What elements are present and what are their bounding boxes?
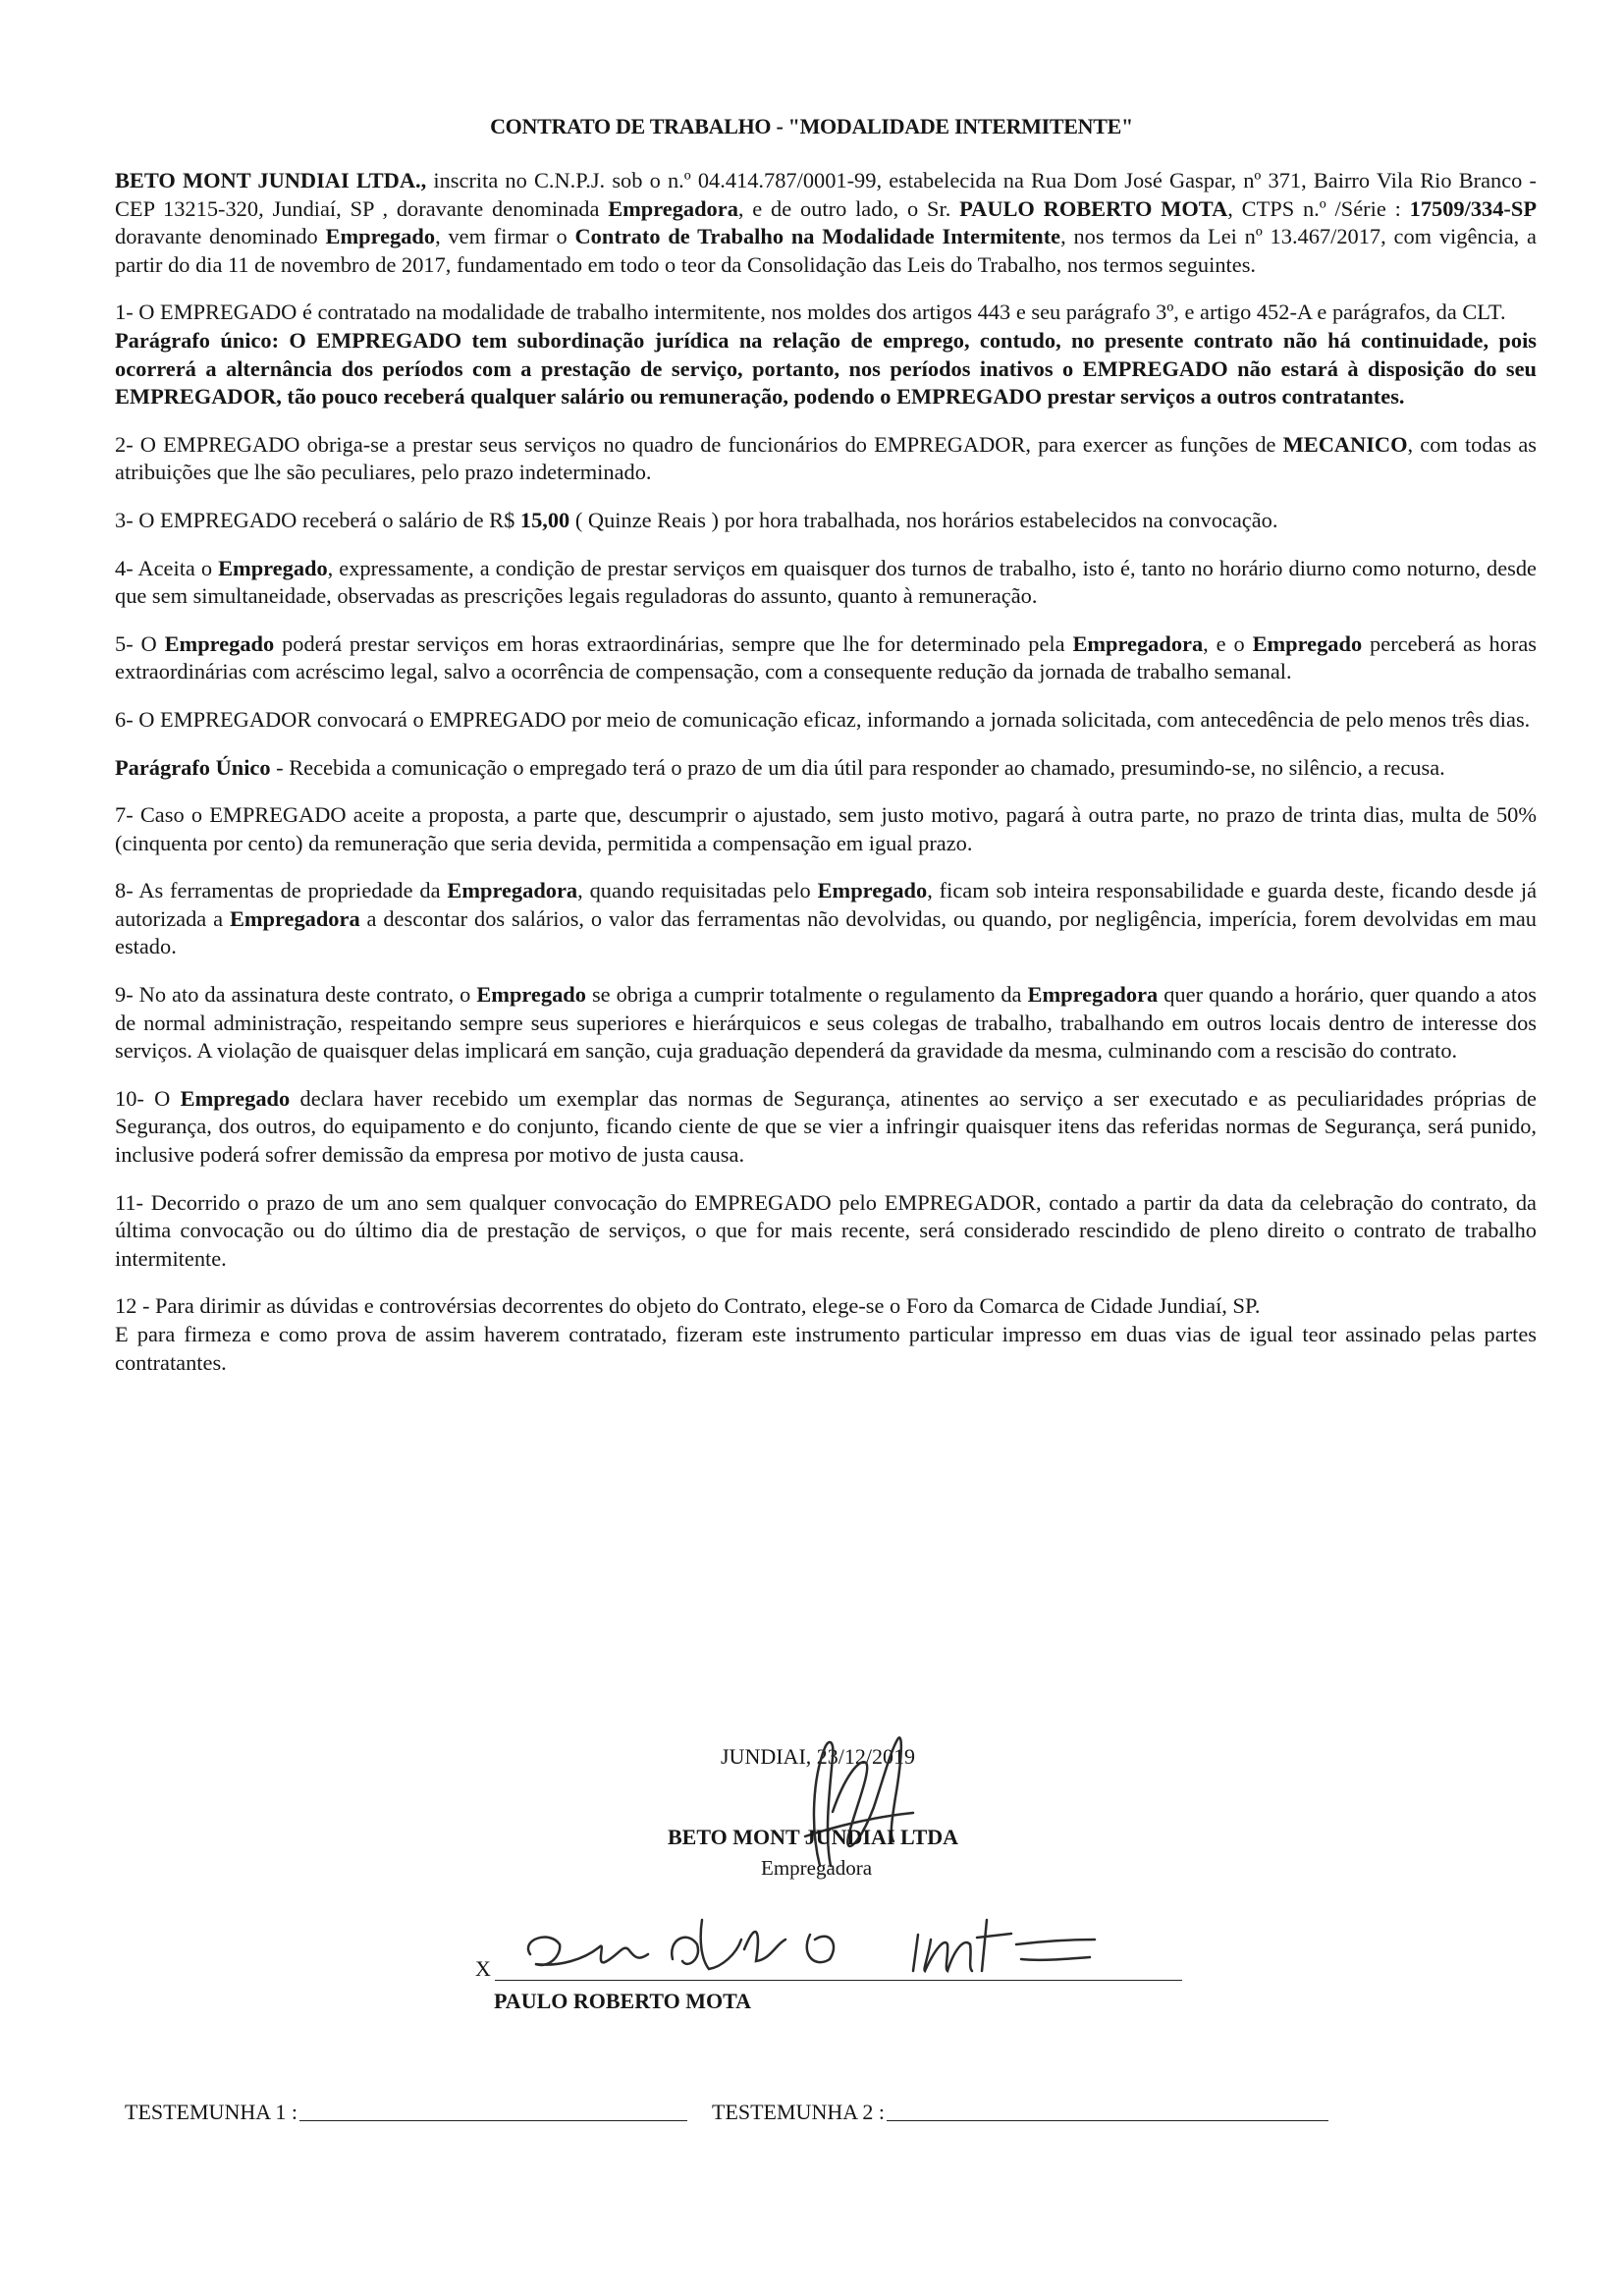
clause-7: 7- Caso o EMPREGADO aceite a proposta, a parte que, descumprir o ajustado, sem justo motivo, pagará à outra parte, no prazo de trinta dias, multa de 50% (cinquenta por cento) da remuneração que seria devida, permitida a compensação em igual prazo. bbox=[115, 802, 1537, 855]
preamble: BETO MONT JUNDIAI LTDA., inscrita no C.N.P.J. sob o n.º 04.414.787/0001-99, estabelecida na Rua Dom José Gaspar, nº 371, Bairro Vila Rio Branco - CEP 13215-320, Jundiaí, SP , doravante denominada Empregadora, e de outro lado, o Sr. PAULO ROBERTO MOTA, CTPS n.º /Série : 17509/334-SP doravante denominado Empregado, vem firmar o Contrato de Trabalho na Modalidade Intermitente, nos termos da Lei nº 13.467/2017, com vigência, a partir do dia 11 de novembro de 2017, fundamentado em todo o teor da Consolidação das Leis do Trabalho, nos termos seguintes. bbox=[115, 168, 1537, 277]
clause-3: 3- O EMPREGADO receberá o salário de R$ 15,00 ( Quinze Reais ) por hora trabalhada, nos horários estabelecidos na convocação. bbox=[115, 507, 1278, 532]
employee-name: PAULO ROBERTO MOTA bbox=[959, 195, 1228, 221]
document-title: CONTRATO DE TRABALHO - "MODALIDADE INTERMITENTE" bbox=[490, 114, 1133, 138]
clause-6: 6- O EMPREGADOR convocará o EMPREGADO por meio de comunicação eficaz, informando a jornada solicitada, com antecedência de pelo menos três dias. bbox=[115, 706, 1531, 732]
witness-1 bbox=[125, 2100, 687, 2125]
contract-body bbox=[115, 167, 1537, 1396]
employee-signature-line bbox=[495, 1980, 1182, 1981]
clause-9: 9- No ato da assinatura deste contrato, o Empregado se obriga a cumprir totalmente o regulamento da Empregadora quer quando a horário, quer quando a atos de normal administração, respeitando sempre seus superiores e hierárquicos e seus colegas de trabalho, trabalhando em outros locais dentro de interesse dos serviços. A violação de quaisquer delas implicará em sanção, cuja graduação dependerá da gravidade da mesma, culminando com a rescisão do contrato. bbox=[115, 982, 1537, 1064]
clause-10: 10- O Empregado declara haver recebido um exemplar das normas de Segurança, atinentes ao serviço a ser executado e as peculiaridades próprias de Segurança, dos outros, do equipamento e do conjunto, ficando ciente de que se vier a infringir quaisquer itens das referidas normas de Segurança, será punido, inclusive poderá sofrer demissão da empresa por motivo de justa causa. bbox=[115, 1085, 1537, 1168]
witness-2-label: TESTEMUNHA 2 : bbox=[712, 2100, 885, 2124]
witness-1-signature-line bbox=[299, 2120, 687, 2121]
employee-signature-icon bbox=[491, 1900, 1100, 1989]
clause-8: 8- As ferramentas de propriedade da Empregadora, quando requisitadas pelo Empregado, ficam sob inteira responsabilidade e guarda deste, ficando desde já autorizada a Empregadora a descontar dos salários, o valor das ferramentas não devolvidas, ou quando, por negligência, imperícia, forem devolvidas em mau estado. bbox=[115, 878, 1538, 959]
witness-2 bbox=[712, 2100, 1328, 2125]
witness-2-signature-line bbox=[887, 2120, 1328, 2121]
job-role: MECANICO bbox=[1282, 431, 1408, 457]
contract-name: Contrato de Trabalho na Modalidade Intermitente bbox=[574, 224, 1061, 249]
salary-value: 15,00 bbox=[519, 507, 570, 532]
clause-11: 11- Decorrido o prazo de um ano sem qualquer convocação do EMPREGADO pelo EMPREGADOR, contado a partir da data da celebração do contrato, da última convocação ou do último dia de prestação de serviços, o que for mais recente, será considerado rescindido de pleno direito o contrato de trabalho intermitente. bbox=[115, 1189, 1537, 1271]
employer-signature-name: BETO MONT JUNDIAI LTDA bbox=[668, 1825, 959, 1849]
clause-6-paragraph: Parágrafo Único - Recebida a comunicação o empregado terá o prazo de um dia útil para responder ao chamado, presumindo-se, no silêncio, a recusa. bbox=[115, 754, 1445, 780]
clause-2: 2- O EMPREGADO obriga-se a prestar seus serviços no quadro de funcionários do EMPREGADOR, para exercer as funções de MECANICO, com todas as atribuições que lhe são peculiares, pelo prazo indeterminado. bbox=[115, 431, 1538, 485]
clause-1: 1- O EMPREGADO é contratado na modalidade de trabalho intermitente, nos moldes dos artigos 443 e seu parágrafo 3º, e artigo 452-A e parágrafos, da CLT. bbox=[115, 300, 1506, 325]
closing-statement: E para firmeza e como prova de assim haverem contratado, fizeram este instrumento particular impresso em duas vias de igual teor assinado pelas partes contratantes. bbox=[115, 1322, 1537, 1375]
employee-sign-mark: X bbox=[475, 1956, 491, 1981]
date-line: JUNDIAI, 23/12/2019 bbox=[721, 1744, 915, 1769]
ctps-number: 17509/334-SP bbox=[1409, 195, 1537, 221]
clause-1-paragraph: Parágrafo único: O EMPREGADO tem subordinação jurídica na relação de emprego, contudo, no presente contrato não há continuidade, pois ocorrerá a alternância dos períodos com a prestação de serviço, portanto, nos períodos inativos o EMPREGADO não estará à disposição do seu EMPREGADOR, tão pouco receberá qualquer salário ou remuneração, podendo o EMPREGADO prestar serviços a outros contratantes. bbox=[115, 327, 1538, 410]
employer-signature-role: Empregadora bbox=[761, 1856, 873, 1880]
clause-5: 5- O Empregado poderá prestar serviços em horas extraordinárias, sempre que lhe for determinado pela Empregadora, e o Empregado perceberá as horas extraordinárias com acréscimo legal, salvo a ocorrência de compensação, com a consequente redução da jornada de trabalho semanal. bbox=[115, 630, 1537, 684]
employee-signature-name: PAULO ROBERTO MOTA bbox=[494, 1989, 752, 2013]
clause-12: 12 - Para dirimir as dúvidas e controvérsias decorrentes do objeto do Contrato, elege-se o Foro da Comarca de Cidade Jundiaí, SP. bbox=[115, 1293, 1261, 1319]
employer-name: BETO MONT JUNDIAI LTDA., bbox=[115, 168, 427, 192]
witness-1-label: TESTEMUNHA 1 : bbox=[125, 2100, 298, 2124]
clause-4: 4- Aceita o Empregado, expressamente, a condição de prestar serviços em quaisquer dos turnos de trabalho, isto é, tanto no horário diurno como noturno, desde que sem simultaneidade, observadas as prescrições legais reguladoras do assunto, quanto à remuneração. bbox=[115, 555, 1537, 609]
